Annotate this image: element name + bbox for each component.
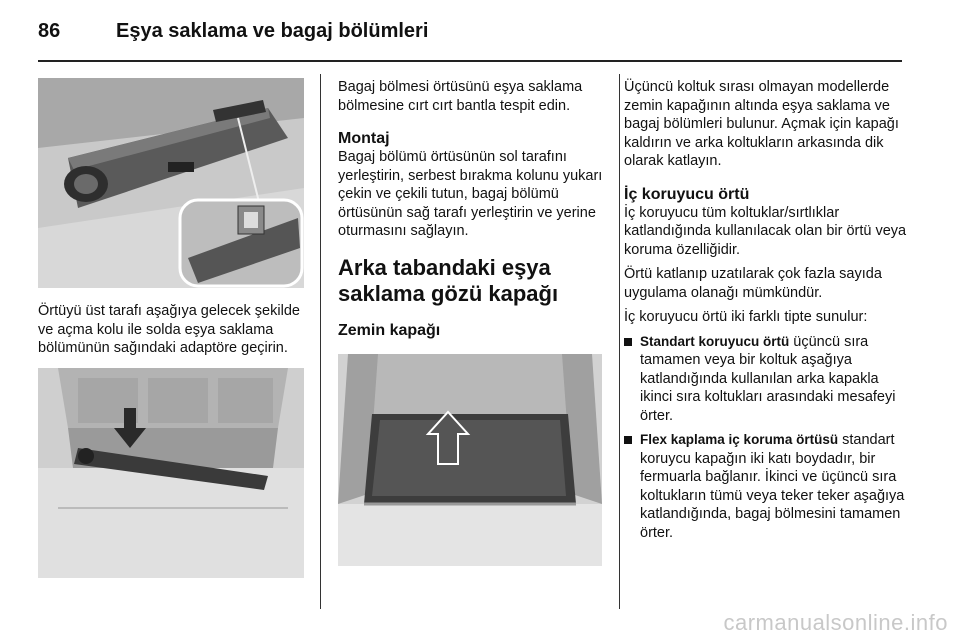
- bullet-icon: [624, 436, 632, 444]
- figure-cover-storage: [38, 368, 304, 578]
- column-left: [38, 78, 304, 578]
- cover-type-list: [624, 333, 914, 543]
- list-item-title: Flex kaplama iç koruma örtüsü: [640, 432, 839, 447]
- para-cover-definition: İç koruyucu tüm koltuklar/sırtlıklar katlandığında kullanılacak olan bir örtü veya koruma özelliğidir.: [624, 204, 907, 258]
- column-middle: [338, 78, 606, 566]
- list-item: [624, 333, 914, 426]
- page-header: [38, 20, 900, 50]
- header-rule: [38, 60, 902, 62]
- page-title: Eşya saklama ve bagaj bölümleri: [116, 20, 429, 42]
- para-cover-uses: Örtü katlanıp uzatılarak çok fazla sayıda uygulama olanağı mümkündür.: [624, 266, 882, 301]
- figure-floor-cover: [338, 354, 602, 566]
- column-divider-2: [619, 74, 620, 609]
- sub-heading: Zemin kapağı: [338, 321, 441, 339]
- montaj-text: Bagaj bölümü örtüsünün sol tarafını yerleştirin, serbest bırakma kolunu yukarı çekin ve çekili tutun, bagaj bölümü örtüsünün sağ tarafı yerleştirin ve yerine oturmasını sağlayın.: [338, 149, 603, 239]
- list-item: [624, 431, 914, 542]
- section-heading: Arka tabandaki eşya saklama gözü kapağı: [338, 254, 559, 306]
- column-divider-1: [320, 74, 321, 609]
- page-number: 86: [38, 20, 61, 42]
- caption-cover: Örtüyü üst tarafı aşağıya gelecek şekilde ve açma kolu ile solda eşya saklama bölümünün sağındaki adaptöre geçirin.: [38, 303, 300, 356]
- bullet-icon: [624, 338, 632, 346]
- watermark: carmanualsonline.info: [723, 610, 948, 635]
- figure-cover-installation: [38, 78, 304, 288]
- para-floor-storage: Üçüncü koltuk sırası olmayan modellerde zemin kapağının altında eşya saklama ve bagaj bölümleri bulunur. Açmak için kapağı kaldırın ve arka koltukların arkasında dik olarak katlayın.: [624, 79, 899, 169]
- list-item-text: üçüncü sıra tamamen veya bir koltuk aşağıya katlandığında kullanılan arka kapakla ikinci sıra koltukları arasındaki mesafeyi örter.: [640, 333, 896, 424]
- para-cover-types: İç koruyucu örtü iki farklı tipte sunulur:: [624, 309, 868, 325]
- ic-koruyucu-heading: İç koruyucu örtü: [624, 185, 750, 203]
- intro-text: Bagaj bölmesi örtüsünü eşya saklama bölmesine cırt cırt bantla tespit edin.: [338, 79, 583, 114]
- list-item-title: Standart koruyucu örtü: [640, 333, 790, 349]
- column-right: [624, 78, 914, 548]
- montaj-heading: Montaj: [338, 130, 390, 147]
- list-item-text: standart koruycu kapağın iki katı boydadır, bir fermuarla bağlanır. İkinci ve üçüncü sıra koltukların tümü veya teker teker aşağıya katlandığında, bagaj bölmesini tamamen örter.: [640, 432, 905, 541]
